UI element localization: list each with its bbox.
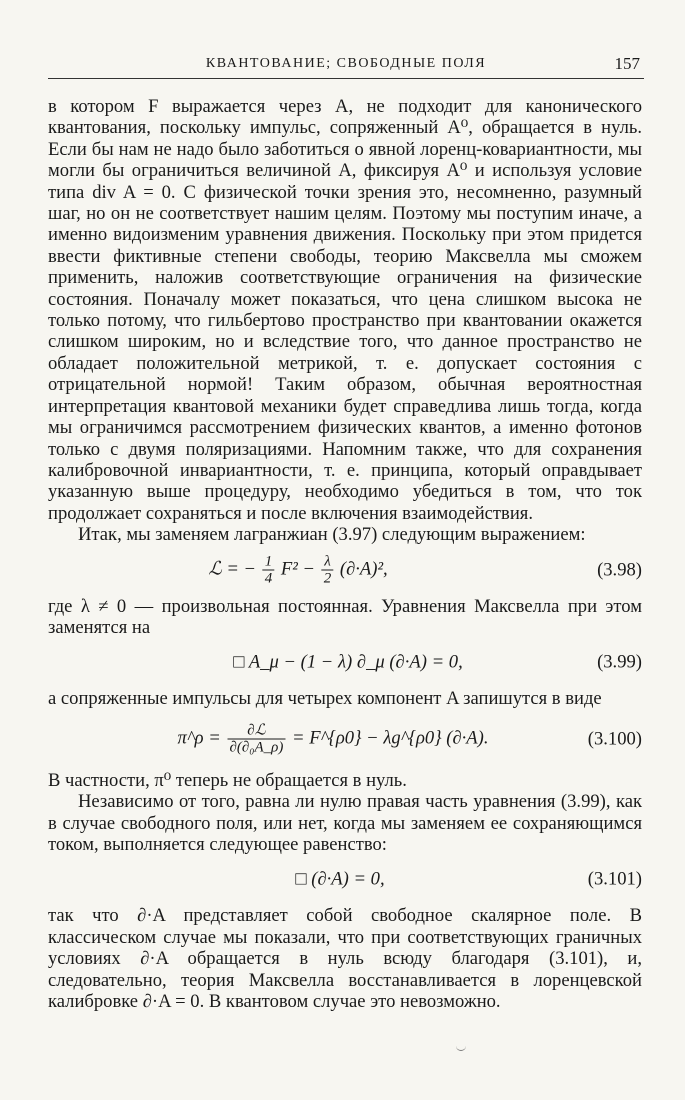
eq98-fraction-2 [322, 553, 334, 586]
paragraph-3: где λ ≠ 0 — произвольная постоянная. Уравнения Максвелла при этом заменятся на [48, 595, 642, 638]
eq98-rhs: (∂·A)², [339, 557, 388, 579]
paragraph-5: В частности, π⁰ теперь не обращается в нуль. [48, 769, 407, 791]
body-text [48, 96, 642, 1012]
eq98-mid: F² − [280, 557, 316, 579]
equation-3-101 [48, 861, 642, 897]
paragraph-1: в котором F выражается через A, не подходит для канонического квантования, поскольку импульс, сопряженный A⁰, обращается в нуль. Если бы нам не надо было заботиться о явной лоренц-ковариантности, мы могли бы ограничиться величиной A, фиксируя A⁰ и используя условие типа div A = 0. С физической точки зрения это, несомненно, разумный шаг, но он не соответствует нашим целям. Поэтому мы поступим иначе, а именно видоизменим уравнения движения. Поскольку при этом придется ввести фиктивные степени свободы, теорию Максвелла мы сможем применить, наложив соответствующие ограничения на физические состояния. Поначалу может показаться, что цена слишком высока не только потому, что гильбертово пространство при квантовании окажется слишком широким, но и вследствие того, что данное пространство не обладает положительной метрикой, т. е. допускает состояния с отрицательной нормой! Таким образом, обычная вероятностная интерпретация квантовой механики будет справедлива лишь тогда, когда мы ограничимся рассмотрением физических квантов, а именно фотонов только с двумя поляризациями. Напомним также, что для сохранения калибровочной инвариантности, т. е. принципа, который оправдывает указанную выше процедуру, необходимо убедиться в том, что ток продолжает сохраняться и после включения взаимодействия. [48, 96, 642, 524]
eq100-fraction [227, 722, 285, 755]
equation-number-3-100: (3.100) [587, 728, 642, 750]
eq98-frac1-num: 1 [264, 553, 273, 570]
equation-3-99-body: □ A_μ − (1 − λ) ∂_μ (∂·A) = 0, [233, 651, 463, 673]
equation-3-99 [48, 644, 642, 680]
page-header [48, 52, 644, 79]
equation-3-98 [48, 552, 642, 588]
equation-3-101-body: □ (∂·A) = 0, [295, 868, 385, 890]
equation-3-100 [48, 716, 642, 762]
eq98-frac2-den: 2 [323, 570, 332, 587]
running-head: КВАНТОВАНИЕ; СВОБОДНЫЕ ПОЛЯ [205, 56, 487, 71]
paragraph-6: Независимо от того, равна ли нулю правая часть уравнения (3.99), как в случае свободного поля, или нет, когда мы заменяем ее сохраняющимся током, выполняется следующее равенство: [48, 791, 642, 855]
page-number: 157 [614, 54, 640, 73]
eq98-frac2-num: λ [322, 553, 334, 570]
eq100-frac-den: ∂(∂₀A_ρ) [229, 739, 284, 756]
eq98-fraction-1 [263, 553, 275, 586]
eq98-lhs: ℒ = − [208, 557, 257, 579]
equation-number-3-101: (3.101) [587, 868, 642, 890]
eq98-frac1-den: 4 [264, 570, 273, 587]
equation-number-3-99: (3.99) [597, 651, 642, 673]
equation-number-3-98: (3.98) [597, 558, 642, 580]
equation-3-100-body [178, 722, 489, 755]
equation-3-98-body [208, 553, 387, 586]
paragraph-4: а сопряженные импульсы для четырех компонент A запишутся в виде [48, 688, 602, 710]
paragraph-7: так что ∂·A представляет собой свободное скалярное поле. В классическом случае мы показали, что при соответствующих граничных условиях ∂·A обращается в нуль всюду благодаря (3.101), и, следовательно, теория Максвелла восстанавливается в лоренцевской калибровке ∂·A = 0. В квантовом случае это невозможно. [48, 905, 642, 1012]
eq100-rhs: = F^{ρ0} − λg^{ρ0} (∂·A). [292, 727, 489, 749]
eq100-frac-num: ∂ℒ [227, 722, 285, 739]
page-mark [456, 1042, 466, 1051]
paragraph-2: Итак, мы заменяем лагранжиан (3.97) следующим выражением: [78, 524, 586, 546]
eq100-lhs: π^ρ = [177, 727, 221, 749]
